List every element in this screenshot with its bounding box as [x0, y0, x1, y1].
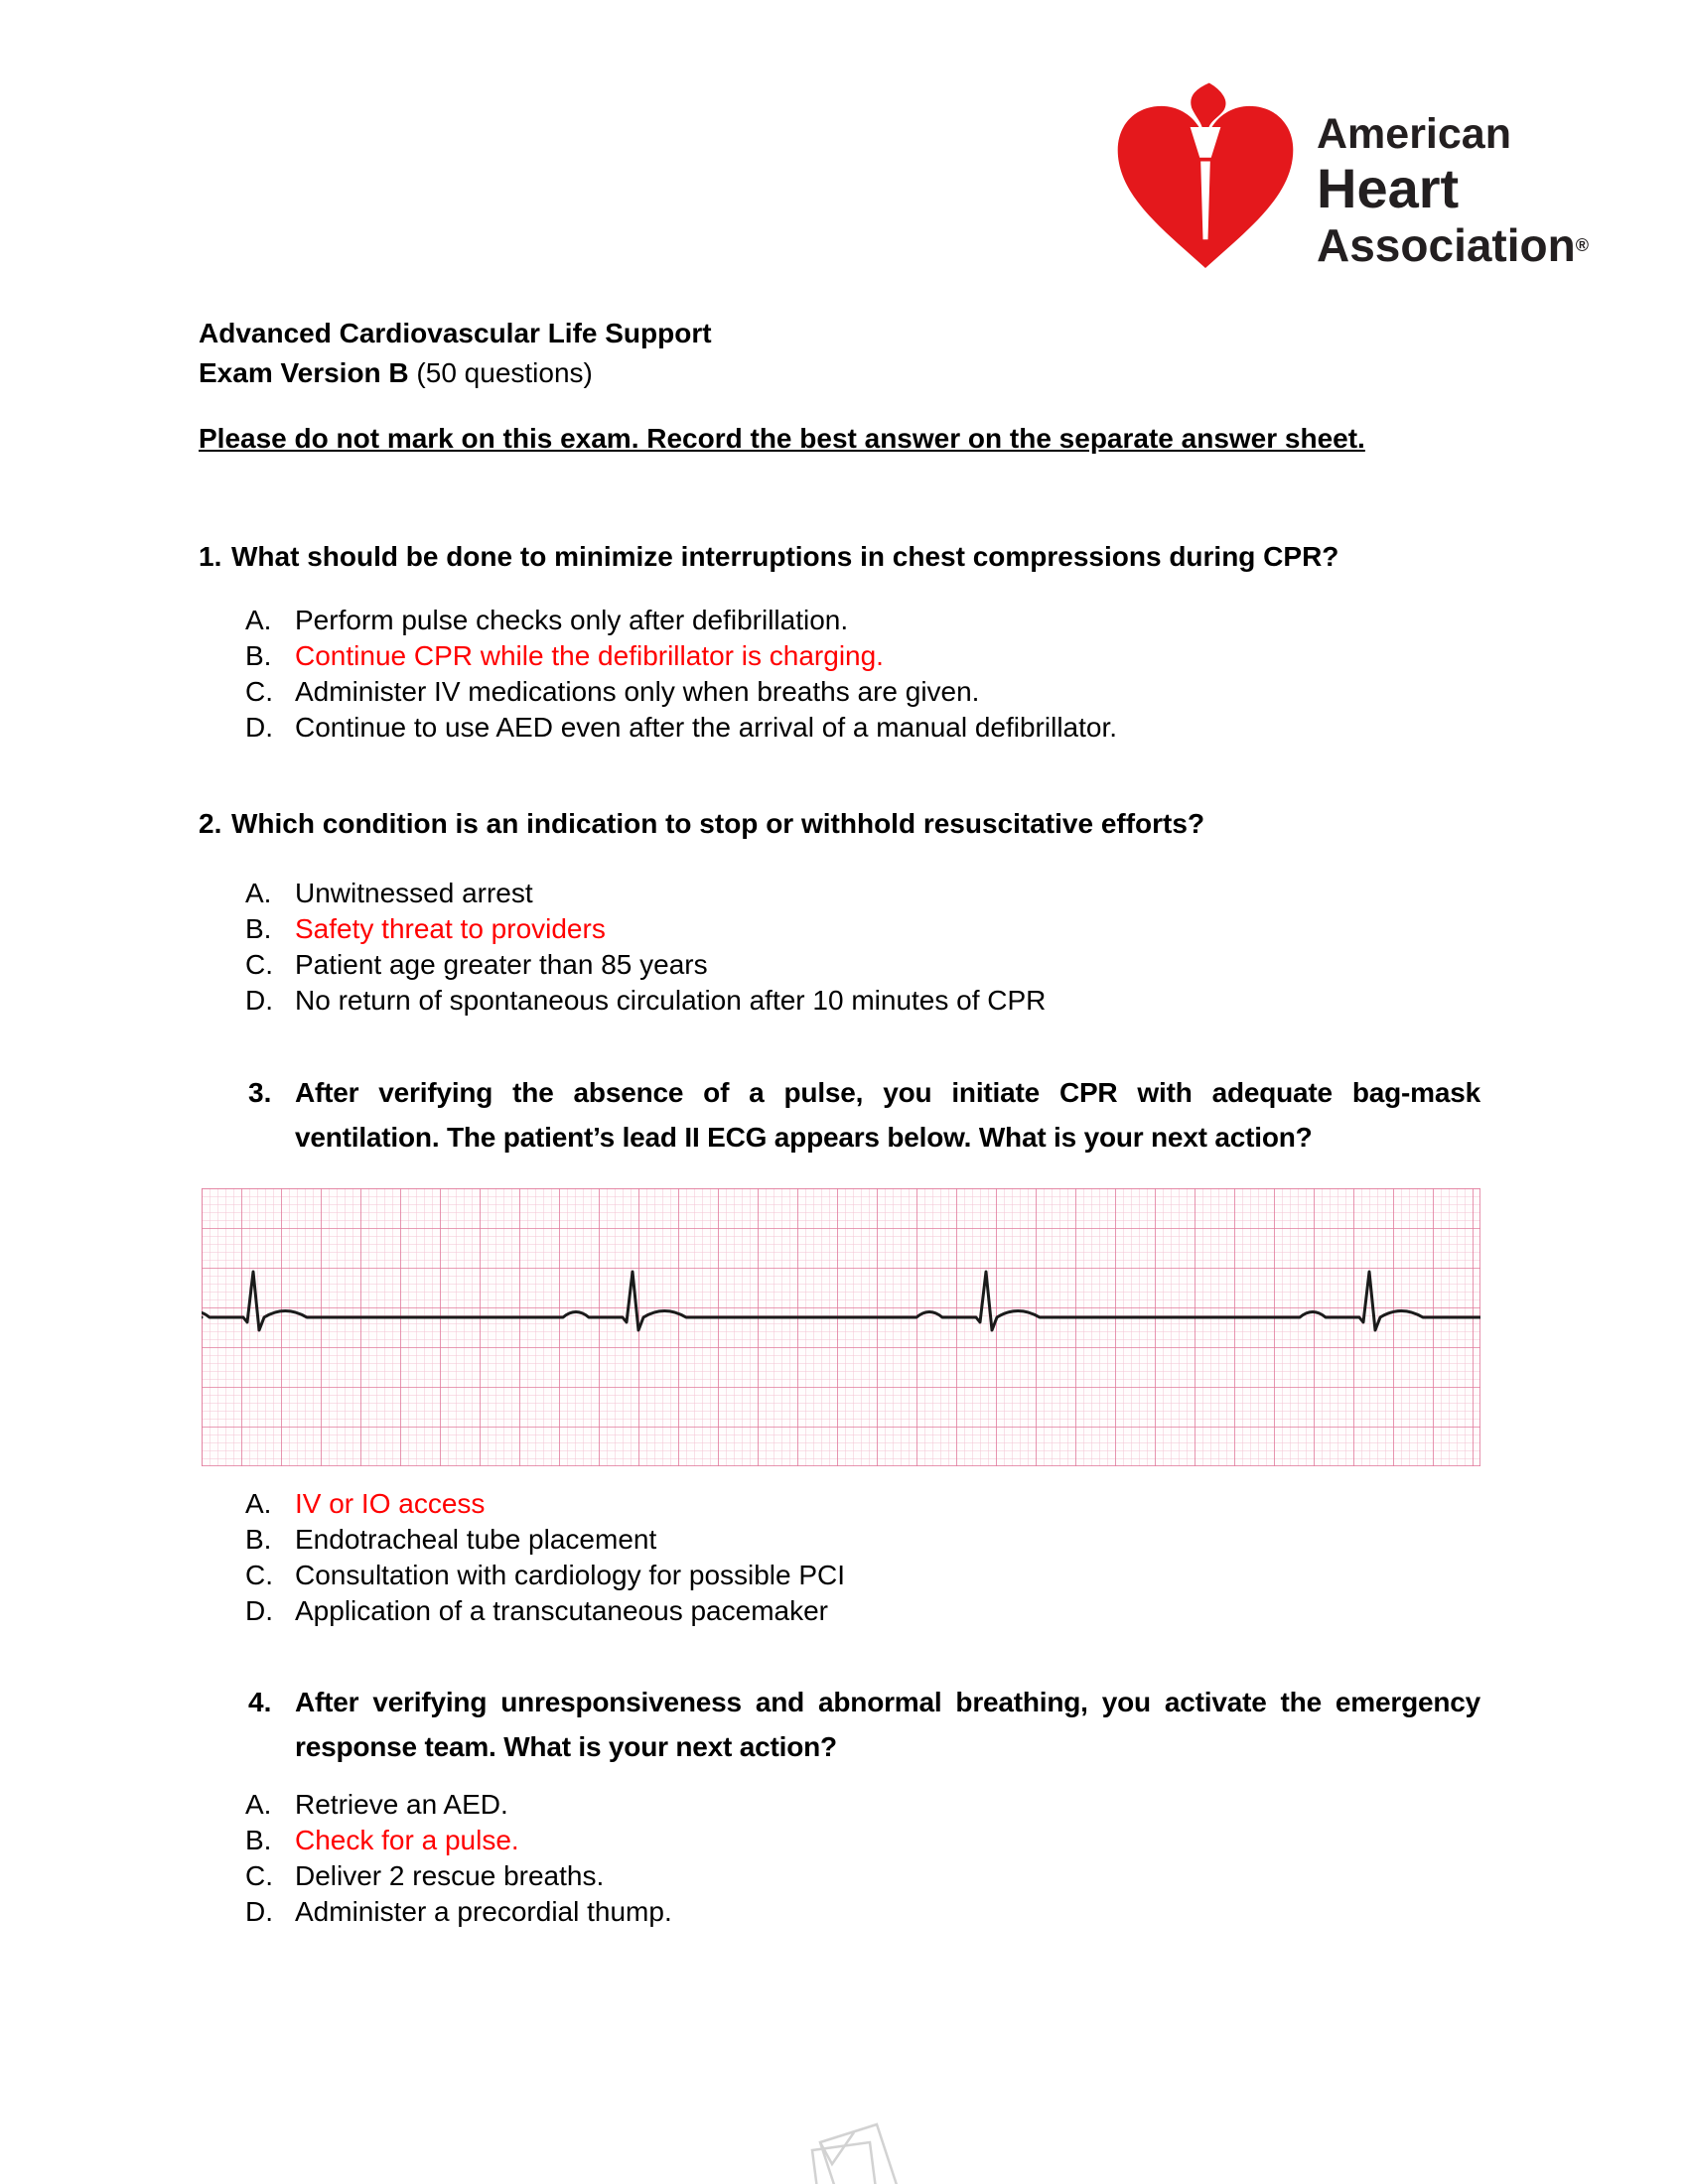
question-count: (50 questions) — [408, 357, 593, 388]
answer-option — [245, 876, 1496, 911]
question-number: 1. — [199, 541, 222, 572]
logo-word-heart: Heart — [1317, 157, 1460, 219]
option-text: Retrieve an AED. — [295, 1789, 508, 1820]
question-number: 3. — [248, 1077, 272, 1108]
question-text: After verifying unresponsiveness and abnormal breathing, you activate the emergency response team. What is your next action? — [295, 1687, 1480, 1762]
option-text-highlighted: Continue CPR while the defibrillator is charging. — [295, 640, 884, 671]
option-text-highlighted: IV or IO access — [295, 1488, 486, 1519]
option-letter: D. — [245, 985, 273, 1016]
logo-word-american: American — [1317, 110, 1511, 158]
answer-option — [245, 1787, 1496, 1823]
option-text-highlighted: Safety threat to providers — [295, 913, 606, 944]
option-letter: C. — [245, 949, 273, 980]
option-text: Perform pulse checks only after defibrillation. — [295, 605, 849, 635]
answer-option — [245, 674, 1496, 710]
option-letter: B. — [245, 913, 272, 944]
option-letter: B. — [245, 640, 272, 671]
question-3-options — [245, 1486, 1496, 1629]
question-2-options — [245, 876, 1496, 1019]
option-letter: D. — [245, 712, 273, 743]
exam-version-line — [199, 353, 712, 393]
option-letter: C. — [245, 1560, 273, 1590]
option-text: Unwitnessed arrest — [295, 878, 533, 908]
question-text: Which condition is an indication to stop or withhold resuscitative efforts? — [231, 808, 1205, 839]
option-letter: C. — [245, 676, 273, 707]
answer-option — [245, 1858, 1496, 1894]
option-text: Administer IV medications only when breaths are given. — [295, 676, 980, 707]
answer-option — [245, 1486, 1496, 1522]
exam-version: Exam Version B — [199, 357, 409, 388]
option-letter: A. — [245, 1488, 272, 1519]
question-1-options — [245, 603, 1496, 746]
answer-option — [245, 1593, 1496, 1629]
option-letter: D. — [245, 1595, 273, 1626]
answer-option — [245, 1558, 1496, 1593]
option-text: Deliver 2 rescue breaths. — [295, 1860, 605, 1891]
answer-option — [245, 947, 1496, 983]
question-4 — [248, 1680, 1480, 1769]
question-1 — [199, 541, 1480, 573]
answer-option — [245, 1522, 1496, 1558]
option-text: Application of a transcutaneous pacemaker — [295, 1595, 828, 1626]
question-text: What should be done to minimize interruptions in chest compressions during CPR? — [231, 541, 1339, 572]
option-text: Consultation with cardiology for possible PCI — [295, 1560, 846, 1590]
exam-title: Advanced Cardiovascular Life Support — [199, 318, 712, 348]
option-letter: D. — [245, 1896, 273, 1927]
option-text: Administer a precordial thump. — [295, 1896, 672, 1927]
question-3 — [248, 1070, 1480, 1160]
option-text: Continue to use AED even after the arrival of a manual defibrillator. — [295, 712, 1118, 743]
answer-option — [245, 983, 1496, 1019]
registered-trademark-mark: ® — [1575, 235, 1589, 255]
answer-option — [245, 1894, 1496, 1930]
logo-wordmark — [1317, 79, 1589, 271]
answer-option — [245, 638, 1496, 674]
ecg-strip — [202, 1188, 1480, 1466]
answer-option — [245, 911, 1496, 947]
option-text: Patient age greater than 85 years — [295, 949, 708, 980]
american-heart-association-logo — [1110, 79, 1589, 293]
watermark-pages-icon — [782, 2113, 931, 2184]
logo-word-association: Association® — [1317, 219, 1589, 271]
option-letter: B. — [245, 1825, 272, 1855]
option-letter: B. — [245, 1524, 272, 1555]
exam-title-block — [199, 314, 712, 393]
aha-heart-torch-icon — [1110, 79, 1301, 293]
answer-option — [245, 603, 1496, 638]
exam-instruction: Please do not mark on this exam. Record the best answer on the separate answer sheet. — [199, 423, 1365, 454]
question-2 — [199, 808, 1480, 840]
option-text-highlighted: Check for a pulse. — [295, 1825, 519, 1855]
option-text: No return of spontaneous circulation after 10 minutes of CPR — [295, 985, 1047, 1016]
answer-option — [245, 710, 1496, 746]
option-letter: A. — [245, 878, 272, 908]
question-text: After verifying the absence of a pulse, you initiate CPR with adequate bag-mask ventilation. The patient’s lead II ECG appears below. What is your next action? — [295, 1077, 1480, 1153]
question-4-options — [245, 1787, 1496, 1930]
option-letter: C. — [245, 1860, 273, 1891]
option-letter: A. — [245, 1789, 272, 1820]
option-text: Endotracheal tube placement — [295, 1524, 657, 1555]
option-letter: A. — [245, 605, 272, 635]
answer-option — [245, 1823, 1496, 1858]
question-number: 4. — [248, 1687, 272, 1717]
ecg-grid — [202, 1188, 1480, 1466]
question-number: 2. — [199, 808, 222, 839]
